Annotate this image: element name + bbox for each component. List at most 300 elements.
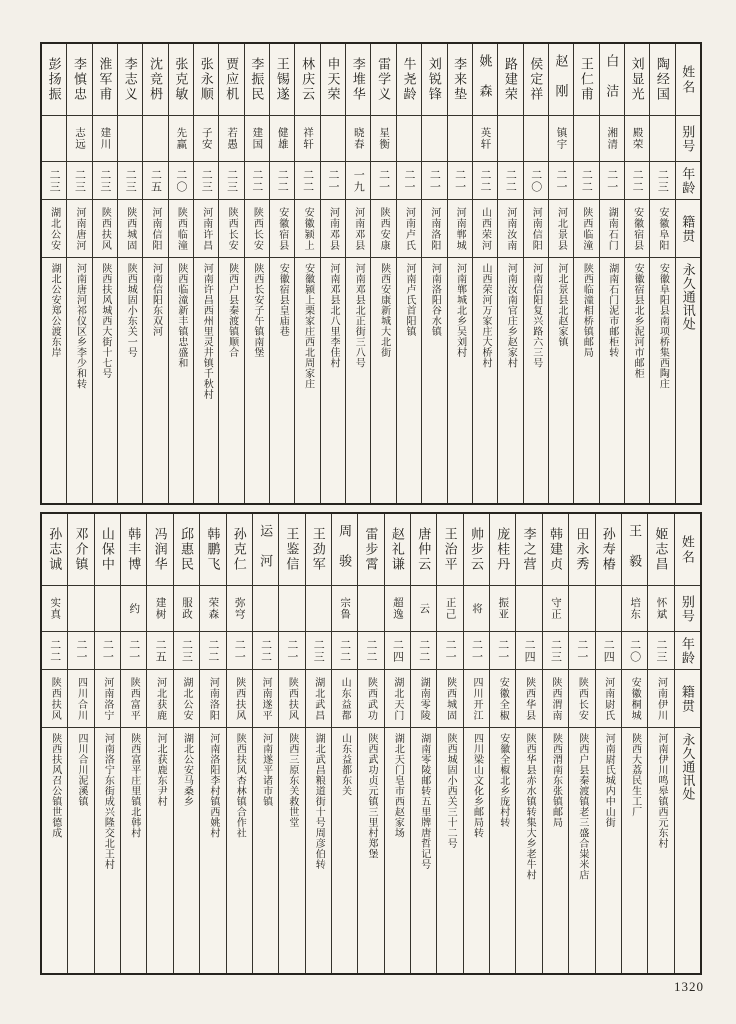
person-address-cell: 陕西扶风召公镇世德成 bbox=[49, 733, 61, 838]
person-native-place-cell: 陕西城固 bbox=[118, 200, 142, 258]
person-column bbox=[305, 514, 331, 973]
person-byname-cell bbox=[253, 586, 278, 632]
person-native-place-cell: 河南洛宁 bbox=[95, 670, 120, 728]
person-byname-cell: 镇宇 bbox=[549, 116, 573, 162]
person-native-place-cell: 河南洛阳 bbox=[422, 200, 446, 258]
person-age-cell: 二一 bbox=[371, 162, 395, 200]
person-column bbox=[410, 514, 436, 973]
person-column bbox=[320, 44, 345, 503]
person-column bbox=[396, 44, 421, 503]
person-native-place-cell: 安徽颍上 bbox=[295, 200, 319, 258]
person-column bbox=[595, 514, 621, 973]
person-age-cell: 二一 bbox=[464, 632, 489, 670]
person-native-place-cell: 山东益都 bbox=[332, 670, 357, 728]
person-age-cell: 二一 bbox=[437, 632, 462, 670]
person-address-cell: 湖北天门皂市西赵家场 bbox=[392, 733, 404, 838]
person-native-place-cell: 河北获鹿 bbox=[147, 670, 172, 728]
person-native-place-cell: 四川合川 bbox=[68, 670, 93, 728]
person-age-cell: 一九 bbox=[346, 162, 370, 200]
person-name-cell: 帅步云 bbox=[464, 514, 489, 586]
person-column bbox=[568, 514, 594, 973]
person-byname-cell: 荣森 bbox=[200, 586, 225, 632]
person-byname-cell: 星衡 bbox=[371, 116, 395, 162]
person-column bbox=[472, 44, 497, 503]
person-name-cell: 姬志昌 bbox=[648, 514, 673, 586]
person-address-cell: 河南汝南官庄乡赵家村 bbox=[505, 263, 517, 368]
person-name-cell: 李振民 bbox=[245, 44, 269, 116]
person-native-place-cell: 湖北天门 bbox=[385, 670, 410, 728]
person-byname-cell: 将 bbox=[464, 586, 489, 632]
person-age-cell: 二三 bbox=[543, 632, 568, 670]
person-column bbox=[497, 44, 522, 503]
person-name-cell: 路建荣 bbox=[498, 44, 522, 116]
person-address-cell: 陕西大荔民生工厂 bbox=[629, 733, 641, 817]
person-byname-cell: 建国 bbox=[245, 116, 269, 162]
person-byname-cell: 实真 bbox=[42, 586, 67, 632]
person-native-place-cell: 安徽全椒 bbox=[490, 670, 515, 728]
person-address-cell: 河南伊川鸣皋镇西元东村 bbox=[655, 733, 667, 849]
person-name-cell: 孙寿椿 bbox=[596, 514, 621, 586]
person-byname-cell bbox=[596, 586, 621, 632]
person-address-cell: 陕西武功贞元镇三里村郑堡 bbox=[366, 733, 377, 859]
person-age-cell: 二一 bbox=[121, 632, 146, 670]
roster-table-top bbox=[40, 42, 702, 505]
person-native-place-cell: 湖南石门 bbox=[600, 200, 624, 258]
person-age-cell: 二三 bbox=[42, 162, 66, 200]
person-address-cell: 四川梁山文化乡邮局转 bbox=[471, 733, 483, 838]
person-address-cell: 陕西临潼相桥镇邮局 bbox=[581, 263, 593, 358]
page-number: 1320 bbox=[674, 979, 704, 994]
roster-table-bottom bbox=[40, 512, 702, 975]
person-age-cell: 二一 bbox=[321, 162, 345, 200]
person-native-place-cell: 陕西富平 bbox=[121, 670, 146, 728]
person-address-cell: 陕西长安子午镇南堡 bbox=[251, 263, 263, 358]
person-byname-cell bbox=[516, 586, 541, 632]
person-age-cell: 二一 bbox=[490, 632, 515, 670]
person-column bbox=[624, 44, 649, 503]
person-address-cell: 湖北公安马桑乡 bbox=[181, 733, 193, 807]
person-byname-cell: 弥穹 bbox=[227, 586, 252, 632]
person-native-place-cell: 山西荣河 bbox=[473, 200, 497, 258]
person-name-cell: 雷学义 bbox=[371, 44, 395, 116]
person-column bbox=[173, 514, 199, 973]
person-address-cell: 陕西城固小东关一号 bbox=[125, 263, 137, 358]
person-name-cell: 王仁甫 bbox=[574, 44, 598, 116]
person-byname-cell: 若愚 bbox=[219, 116, 243, 162]
person-name-cell: 赵刚 bbox=[549, 44, 573, 116]
person-byname-cell: 先赢 bbox=[169, 116, 193, 162]
person-column bbox=[269, 44, 294, 503]
person-column bbox=[66, 44, 91, 503]
person-byname-cell: 超逸 bbox=[385, 586, 410, 632]
person-address-cell: 湖北武昌粮道街十号周彦伯转 bbox=[313, 733, 325, 870]
person-column bbox=[447, 44, 472, 503]
person-address-cell: 河南信阳复兴路六三号 bbox=[530, 263, 542, 368]
person-native-place-cell: 河北景县 bbox=[549, 200, 573, 258]
header-age-label: 年龄 bbox=[675, 632, 700, 670]
person-age-cell: 二三 bbox=[194, 162, 218, 200]
person-age-cell: 二四 bbox=[516, 632, 541, 670]
person-native-place-cell: 河南郸城 bbox=[448, 200, 472, 258]
person-native-place-cell: 四川开江 bbox=[464, 670, 489, 728]
person-native-place-cell: 陕西长安 bbox=[245, 200, 269, 258]
person-age-cell: 二三 bbox=[650, 162, 674, 200]
person-name-cell: 赵礼谦 bbox=[385, 514, 410, 586]
person-address-cell: 河南遂平诸市镇 bbox=[260, 733, 272, 807]
person-byname-cell: 殿荣 bbox=[625, 116, 649, 162]
person-byname-cell bbox=[321, 116, 345, 162]
person-byname-cell: 振亚 bbox=[490, 586, 515, 632]
person-byname-cell: 怀斌 bbox=[648, 586, 673, 632]
person-name-cell: 刘锐锋 bbox=[422, 44, 446, 116]
person-age-cell: 二一 bbox=[549, 162, 573, 200]
person-age-cell: 二二 bbox=[332, 632, 357, 670]
person-byname-cell bbox=[422, 116, 446, 162]
person-byname-cell bbox=[524, 116, 548, 162]
header-column bbox=[674, 514, 700, 973]
person-age-cell: 二三 bbox=[306, 632, 331, 670]
person-native-place-cell: 陕西扶风 bbox=[93, 200, 117, 258]
person-name-cell: 运河 bbox=[253, 514, 278, 586]
person-byname-cell: 培东 bbox=[622, 586, 647, 632]
person-name-cell: 彭扬振 bbox=[42, 44, 66, 116]
person-native-place-cell: 河南邓县 bbox=[346, 200, 370, 258]
header-byname-label: 别号 bbox=[675, 586, 700, 632]
header-native-label: 籍贯 bbox=[676, 200, 700, 258]
person-column bbox=[193, 44, 218, 503]
person-byname-cell: 建树 bbox=[147, 586, 172, 632]
person-age-cell: 二一 bbox=[227, 632, 252, 670]
person-name-cell: 王锡遂 bbox=[270, 44, 294, 116]
person-age-cell: 二〇 bbox=[622, 632, 647, 670]
header-native-label: 籍贯 bbox=[675, 670, 700, 728]
person-column bbox=[345, 44, 370, 503]
person-native-place-cell: 陕西城固 bbox=[437, 670, 462, 728]
person-byname-cell bbox=[118, 116, 142, 162]
person-age-cell: 二二 bbox=[42, 632, 67, 670]
person-name-cell: 王劲军 bbox=[306, 514, 331, 586]
person-name-cell: 邱惠民 bbox=[174, 514, 199, 586]
person-age-cell: 二四 bbox=[596, 632, 621, 670]
person-column bbox=[218, 44, 243, 503]
person-column bbox=[573, 44, 598, 503]
person-byname-cell: 志远 bbox=[67, 116, 91, 162]
person-age-cell: 二二 bbox=[574, 162, 598, 200]
person-name-cell: 韩鹏飞 bbox=[200, 514, 225, 586]
person-address-cell: 湖北公安郑公渡东岸 bbox=[49, 263, 61, 358]
person-name-cell: 侯定祥 bbox=[524, 44, 548, 116]
person-address-cell: 陕西富平庄里镇北韩村 bbox=[128, 733, 140, 838]
person-name-cell: 牛尧龄 bbox=[397, 44, 421, 116]
header-name-label: 姓名 bbox=[675, 514, 700, 586]
person-byname-cell bbox=[143, 116, 167, 162]
person-column bbox=[92, 44, 117, 503]
person-age-cell: 二一 bbox=[279, 632, 304, 670]
person-column bbox=[42, 44, 66, 503]
person-name-cell: 张永顺 bbox=[194, 44, 218, 116]
person-byname-cell: 祥轩 bbox=[295, 116, 319, 162]
person-column bbox=[278, 514, 304, 973]
person-address-cell: 陕西临潼新丰镇忠盛和 bbox=[175, 263, 187, 368]
person-native-place-cell: 陕西长安 bbox=[569, 670, 594, 728]
person-byname-cell bbox=[358, 586, 383, 632]
person-native-place-cell: 陕西华县 bbox=[516, 670, 541, 728]
person-native-place-cell: 河南遂平 bbox=[253, 670, 278, 728]
person-byname-cell: 云 bbox=[411, 586, 436, 632]
person-address-cell: 河北景县北赵家镇 bbox=[556, 263, 568, 347]
person-native-place-cell: 陕西武功 bbox=[358, 670, 383, 728]
person-column bbox=[436, 514, 462, 973]
person-age-cell: 二二 bbox=[498, 162, 522, 200]
person-age-cell: 二一 bbox=[600, 162, 624, 200]
person-age-cell: 二〇 bbox=[169, 162, 193, 200]
person-name-cell: 孙志诚 bbox=[42, 514, 67, 586]
person-native-place-cell: 河南尉氏 bbox=[596, 670, 621, 728]
person-name-cell: 淮军甫 bbox=[93, 44, 117, 116]
person-name-cell: 韩丰博 bbox=[121, 514, 146, 586]
person-name-cell: 王鉴信 bbox=[279, 514, 304, 586]
person-name-cell: 庞桂丹 bbox=[490, 514, 515, 586]
person-name-cell: 孙克仁 bbox=[227, 514, 252, 586]
person-age-cell: 二一 bbox=[95, 632, 120, 670]
person-byname-cell: 约 bbox=[121, 586, 146, 632]
person-column bbox=[244, 44, 269, 503]
person-column bbox=[146, 514, 172, 973]
person-byname-cell bbox=[279, 586, 304, 632]
person-name-cell: 刘显光 bbox=[625, 44, 649, 116]
person-byname-cell bbox=[68, 586, 93, 632]
person-name-cell: 山保中 bbox=[95, 514, 120, 586]
person-address-cell: 陕西户县秦渡镇顺合 bbox=[226, 263, 238, 358]
person-byname-cell: 晓春 bbox=[346, 116, 370, 162]
person-address-cell: 湖南零陵邮转五里牌唐哲记号 bbox=[418, 733, 430, 870]
person-native-place-cell: 安徽宿县 bbox=[625, 200, 649, 258]
person-native-place-cell: 河南卢氏 bbox=[397, 200, 421, 258]
person-native-place-cell: 河南许昌 bbox=[194, 200, 218, 258]
person-age-cell: 二二 bbox=[200, 632, 225, 670]
header-name-label: 姓名 bbox=[676, 44, 700, 116]
person-name-cell: 林庆云 bbox=[295, 44, 319, 116]
person-name-cell: 唐仲云 bbox=[411, 514, 436, 586]
person-age-cell: 二〇 bbox=[524, 162, 548, 200]
person-byname-cell: 守正 bbox=[543, 586, 568, 632]
person-name-cell: 周骏 bbox=[332, 514, 357, 586]
person-column bbox=[463, 514, 489, 973]
person-column bbox=[599, 44, 624, 503]
person-address-cell: 陕西户县秦渡镇老三盛合粜米店 bbox=[576, 733, 588, 880]
person-age-cell: 二五 bbox=[143, 162, 167, 200]
person-age-cell: 二二 bbox=[295, 162, 319, 200]
person-column bbox=[515, 514, 541, 973]
person-address-cell: 河南许昌西州里灵井镇千秋村 bbox=[201, 263, 213, 400]
person-byname-cell bbox=[650, 116, 674, 162]
person-byname-cell: 子安 bbox=[194, 116, 218, 162]
person-byname-cell: 服政 bbox=[174, 586, 199, 632]
person-address-cell: 安徽阜阳县南项桥集西陶庄 bbox=[657, 263, 669, 389]
header-column bbox=[675, 44, 700, 503]
person-byname-cell bbox=[306, 586, 331, 632]
person-column bbox=[370, 44, 395, 503]
person-column bbox=[384, 514, 410, 973]
person-address-cell: 陕西安康新城大北街 bbox=[378, 263, 390, 358]
person-age-cell: 二一 bbox=[448, 162, 472, 200]
person-name-cell: 李堆华 bbox=[346, 44, 370, 116]
person-age-cell: 二三 bbox=[93, 162, 117, 200]
person-address-cell: 河南洛宁东街成兴隆交北王村 bbox=[102, 733, 114, 870]
person-name-cell: 王毅 bbox=[622, 514, 647, 586]
person-age-cell: 二三 bbox=[67, 162, 91, 200]
person-address-cell: 河南卢氏首阳镇 bbox=[403, 263, 415, 337]
person-age-cell: 二三 bbox=[174, 632, 199, 670]
person-address-cell: 河南尉氏城内中山街 bbox=[603, 733, 615, 828]
person-native-place-cell: 陕西渭南 bbox=[543, 670, 568, 728]
person-column bbox=[42, 514, 67, 973]
person-native-place-cell: 河南洛阳 bbox=[200, 670, 225, 728]
person-name-cell: 贾应机 bbox=[219, 44, 243, 116]
person-native-place-cell: 陕西临潼 bbox=[169, 200, 193, 258]
header-byname-label: 别号 bbox=[676, 116, 700, 162]
person-name-cell: 雷步霄 bbox=[358, 514, 383, 586]
person-native-place-cell: 安徽桐城 bbox=[622, 670, 647, 728]
person-native-place-cell: 安徽阜阳 bbox=[650, 200, 674, 258]
person-byname-cell bbox=[42, 116, 66, 162]
person-address-cell: 河南洛阳李村镇西姚村 bbox=[207, 733, 219, 838]
person-age-cell: 二二 bbox=[358, 632, 383, 670]
person-age-cell: 二二 bbox=[253, 632, 278, 670]
person-age-cell: 二三 bbox=[118, 162, 142, 200]
person-column bbox=[252, 514, 278, 973]
person-column bbox=[489, 514, 515, 973]
person-byname-cell bbox=[95, 586, 120, 632]
person-address-cell: 安徽宿县皇庙巷 bbox=[277, 263, 289, 337]
person-column bbox=[168, 44, 193, 503]
person-address-cell: 安徽宿县北乡泥河市邮柜 bbox=[632, 263, 644, 379]
person-age-cell: 二二 bbox=[270, 162, 294, 200]
person-byname-cell bbox=[448, 116, 472, 162]
person-byname-cell bbox=[397, 116, 421, 162]
person-address-cell: 陕西城固小西关三十二号 bbox=[445, 733, 457, 849]
person-name-cell: 李来垫 bbox=[448, 44, 472, 116]
person-native-place-cell: 陕西扶风 bbox=[279, 670, 304, 728]
header-age-label: 年龄 bbox=[676, 162, 700, 200]
person-name-cell: 冯润华 bbox=[147, 514, 172, 586]
person-name-cell: 张克敏 bbox=[169, 44, 193, 116]
person-name-cell: 李志义 bbox=[118, 44, 142, 116]
person-native-place-cell: 河南伊川 bbox=[648, 670, 673, 728]
person-column bbox=[523, 44, 548, 503]
person-age-cell: 二三 bbox=[648, 632, 673, 670]
person-native-place-cell: 陕西扶风 bbox=[42, 670, 67, 728]
person-native-place-cell: 河南汝南 bbox=[498, 200, 522, 258]
person-name-cell: 田永秀 bbox=[569, 514, 594, 586]
person-column bbox=[357, 514, 383, 973]
person-column bbox=[542, 514, 568, 973]
header-address-label: 永久通讯处 bbox=[680, 733, 696, 801]
person-native-place-cell: 河南唐河 bbox=[67, 200, 91, 258]
person-name-cell: 陶经国 bbox=[650, 44, 674, 116]
person-address-cell: 河南信阳东双河 bbox=[150, 263, 162, 337]
person-age-cell: 二二 bbox=[245, 162, 269, 200]
person-byname-cell: 英轩 bbox=[473, 116, 497, 162]
person-address-cell: 陕西扶风杏林镇合作社 bbox=[234, 733, 246, 838]
person-native-place-cell: 河南邓县 bbox=[321, 200, 345, 258]
person-column bbox=[142, 44, 167, 503]
person-byname-cell bbox=[569, 586, 594, 632]
person-column bbox=[647, 514, 673, 973]
person-byname-cell: 湘清 bbox=[600, 116, 624, 162]
person-column bbox=[117, 44, 142, 503]
person-name-cell: 沈竞枬 bbox=[143, 44, 167, 116]
person-column bbox=[421, 44, 446, 503]
person-native-place-cell: 湖北公安 bbox=[174, 670, 199, 728]
person-column bbox=[621, 514, 647, 973]
person-age-cell: 二一 bbox=[68, 632, 93, 670]
person-age-cell: 二一 bbox=[397, 162, 421, 200]
person-address-cell: 河南郸城北乡吴刘村 bbox=[454, 263, 466, 358]
person-address-cell: 河南洛阳谷水镇 bbox=[429, 263, 441, 337]
person-name-cell: 王治平 bbox=[437, 514, 462, 586]
person-column bbox=[120, 514, 146, 973]
person-address-cell: 陕西华县赤水镇转集大乡老牛村 bbox=[524, 733, 536, 880]
person-age-cell: 二一 bbox=[569, 632, 594, 670]
person-column bbox=[199, 514, 225, 973]
person-native-place-cell: 湖北公安 bbox=[42, 200, 66, 258]
person-column bbox=[67, 514, 93, 973]
person-native-place-cell: 陕西扶风 bbox=[227, 670, 252, 728]
person-name-cell: 邓介镇 bbox=[68, 514, 93, 586]
person-age-cell: 二五 bbox=[147, 632, 172, 670]
person-address-cell: 河南唐河祁仪区乡李少和转 bbox=[74, 263, 86, 389]
person-age-cell: 二二 bbox=[473, 162, 497, 200]
person-name-cell: 李慎忠 bbox=[67, 44, 91, 116]
person-native-place-cell: 陕西安康 bbox=[371, 200, 395, 258]
person-address-cell: 河南邓县北正街三八号 bbox=[353, 263, 365, 368]
person-byname-cell bbox=[574, 116, 598, 162]
person-address-cell: 安徽全椒北乡庞村转 bbox=[497, 733, 509, 828]
person-native-place-cell: 湖南零陵 bbox=[411, 670, 436, 728]
person-name-cell: 李之营 bbox=[516, 514, 541, 586]
person-native-place-cell: 安徽宿县 bbox=[270, 200, 294, 258]
person-byname-cell: 宗鲁 bbox=[332, 586, 357, 632]
person-age-cell: 二二 bbox=[411, 632, 436, 670]
person-address-cell: 陕西渭南东张镇邮局 bbox=[550, 733, 562, 828]
person-byname-cell bbox=[498, 116, 522, 162]
person-age-cell: 二一 bbox=[422, 162, 446, 200]
person-age-cell: 二二 bbox=[625, 162, 649, 200]
person-column bbox=[331, 514, 357, 973]
person-column bbox=[94, 514, 120, 973]
person-column bbox=[226, 514, 252, 973]
person-byname-cell: 健雄 bbox=[270, 116, 294, 162]
person-name-cell: 申天荣 bbox=[321, 44, 345, 116]
person-age-cell: 二四 bbox=[385, 632, 410, 670]
person-address-cell: 湖南石门泥市邮柜转 bbox=[606, 263, 618, 358]
person-address-cell: 陕西扶风城西大街十七号 bbox=[99, 263, 111, 379]
person-name-cell: 姚森 bbox=[473, 44, 497, 116]
person-native-place-cell: 湖北武昌 bbox=[306, 670, 331, 728]
person-age-cell: 二三 bbox=[219, 162, 243, 200]
person-address-cell: 山东益都东关 bbox=[339, 733, 351, 796]
person-native-place-cell: 河南信阳 bbox=[143, 200, 167, 258]
person-native-place-cell: 陕西临潼 bbox=[574, 200, 598, 258]
person-column bbox=[294, 44, 319, 503]
person-column bbox=[649, 44, 674, 503]
person-name-cell: 白洁 bbox=[600, 44, 624, 116]
person-column bbox=[548, 44, 573, 503]
person-address-cell: 安徽颍上栗家庄西北周家庄 bbox=[302, 263, 314, 389]
person-address-cell: 河北获鹿东尹村 bbox=[155, 733, 167, 807]
person-native-place-cell: 陕西长安 bbox=[219, 200, 243, 258]
